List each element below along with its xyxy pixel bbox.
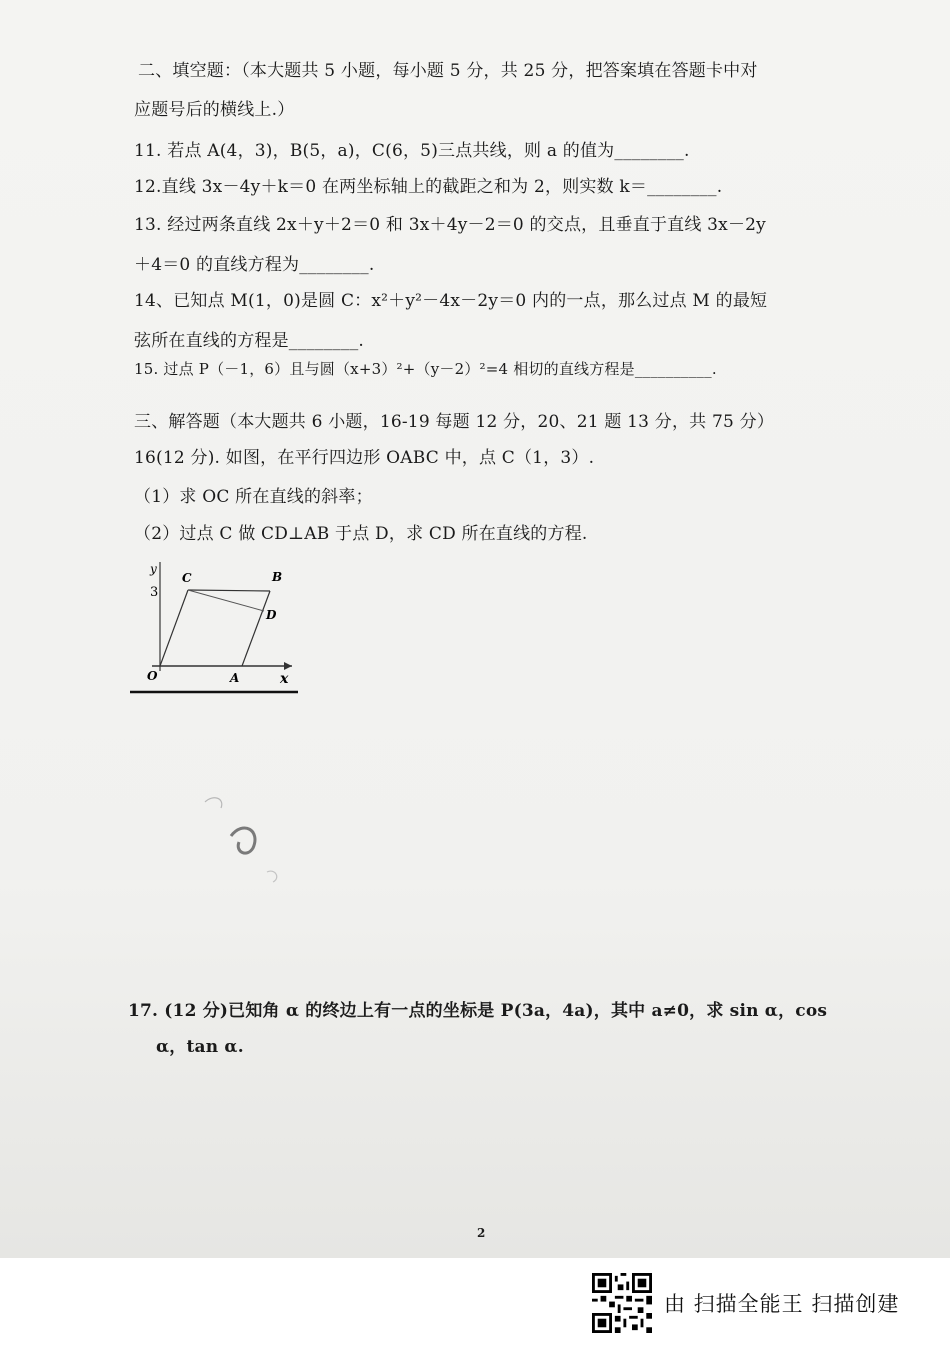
qr-code-icon bbox=[592, 1273, 652, 1333]
label-3: 3 bbox=[150, 585, 159, 600]
pencil-smudge bbox=[195, 790, 285, 890]
label-o: O bbox=[147, 669, 158, 683]
label-y: y bbox=[150, 562, 157, 576]
question-16-stem: 16(12 分). 如图，在平行四边形 OABC 中，点 C（1，3）. bbox=[134, 448, 595, 468]
label-a: A bbox=[230, 671, 240, 685]
question-14-cont: 弦所在直线的方程是________. bbox=[134, 331, 365, 351]
label-b: B bbox=[272, 570, 283, 584]
label-c: C bbox=[182, 571, 192, 585]
side-oc bbox=[160, 590, 188, 666]
question-17-cont: α，tan α. bbox=[156, 1037, 244, 1057]
label-d: D bbox=[266, 608, 277, 622]
side-ba bbox=[242, 591, 270, 666]
section3-header: 三、解答题（本大题共 6 小题，16-19 每题 12 分，20、21 题 13 分，共 75 分） bbox=[134, 412, 775, 432]
parallelogram-figure bbox=[130, 556, 305, 701]
question-13: 13. 经过两条直线 2x＋y＋2＝0 和 3x＋4y－2＝0 的交点，且垂直于直线 3x－2y bbox=[134, 215, 766, 235]
question-11: 11. 若点 A(4，3)，B(5，a)，C(6，5)三点共线，则 a 的值为________. bbox=[134, 141, 690, 161]
question-16-part2: （2）过点 C 做 CD⊥AB 于点 D，求 CD 所在直线的方程. bbox=[134, 524, 588, 544]
label-x: x bbox=[280, 671, 289, 687]
scanner-footer bbox=[592, 1273, 899, 1333]
section2-header: 二、填空题：（本大题共 5 小题，每小题 5 分，共 25 分，把答案填在答题卡中对 bbox=[138, 61, 758, 81]
side-cb bbox=[188, 590, 270, 591]
question-14: 14、已知点 M(1，0)是圆 C：x²＋y²－4x－2y＝0 内的一点，那么过点 M 的最短 bbox=[134, 291, 768, 311]
x-axis-arrow bbox=[284, 662, 292, 670]
page-number: 2 bbox=[477, 1226, 486, 1240]
segment-cd bbox=[188, 590, 264, 611]
question-15: 15. 过点 P（－1，6）且与圆（x+3）²+（y－2）²=4 相切的直线方程是__________. bbox=[134, 360, 717, 378]
question-16-part1: （1）求 OC 所在直线的斜率； bbox=[134, 487, 373, 507]
section2-header-cont: 应题号后的横线上.） bbox=[134, 100, 295, 120]
question-17: 17. (12 分)已知角 α 的终边上有一点的坐标是 P(3a，4a)，其中 a≠0，求 sin α，cos bbox=[128, 1001, 828, 1021]
scanner-credit-text: 由 扫描全能王 扫描创建 bbox=[664, 1292, 900, 1316]
question-13-cont: ＋4＝0 的直线方程为________. bbox=[134, 255, 375, 275]
question-12: 12.直线 3x－4y＋k＝0 在两坐标轴上的截距之和为 2，则实数 k＝________. bbox=[134, 177, 723, 197]
